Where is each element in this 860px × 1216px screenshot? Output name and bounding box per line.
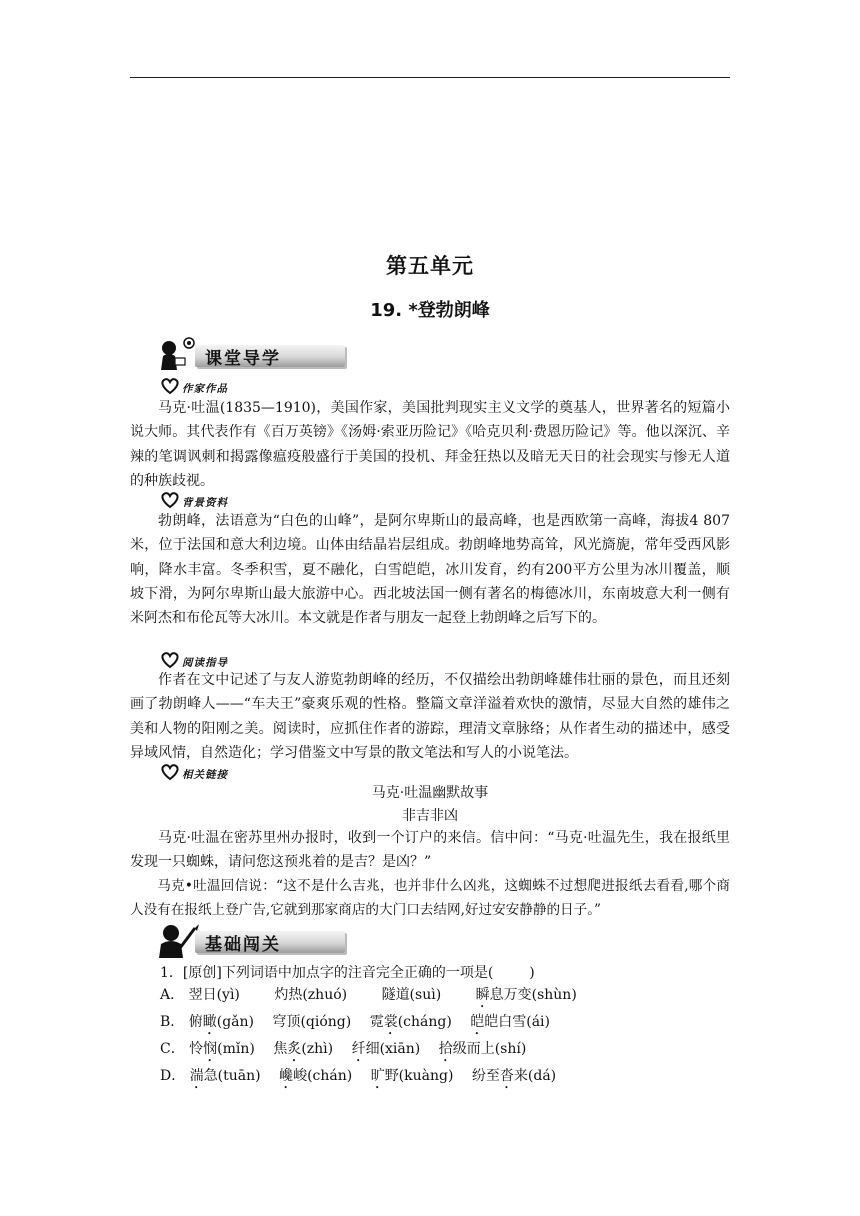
option-d	[160, 1066, 570, 1092]
dotted-char: 旷	[370, 1068, 385, 1084]
section-banner-label: 基础闯关	[205, 935, 281, 955]
word-part: 道(suì)	[395, 987, 442, 1003]
option-item	[382, 985, 442, 1011]
subhead-link	[160, 762, 228, 782]
word-part: 急(tuān)	[203, 1068, 261, 1084]
word-part: 怜	[189, 1041, 204, 1057]
section-banner-label: 课堂导学	[205, 349, 281, 369]
dotted-char: 湍	[189, 1068, 204, 1084]
option-item	[472, 1066, 556, 1092]
dotted-char: 拾	[438, 1041, 453, 1057]
word-part: 俯	[188, 1014, 203, 1030]
word-part: 纷至	[471, 1068, 500, 1084]
word-part: (gǎn)	[216, 1014, 254, 1030]
subhead-background	[160, 490, 228, 510]
reading-paragraph: 作者在文中记述了与友人游览勃朗峰的经历，不仅描绘出勃朗峰雄伟壮丽的景色，而且还刻画了勃朗峰人——“车夫王”豪爽乐观的性格。整篇文章洋溢着欢快的激情，尽显大自然的雄伟之美和人物的阳刚之美。阅读时，应抓住作者的游踪，理清文章脉络；从作者生动的描述中，感受异域风情，自然造化；学习借鉴文中写景的散文笔法和写人的小说笔法。	[130, 672, 730, 761]
top-rule	[130, 77, 730, 78]
word-part: 霓	[369, 1014, 384, 1030]
option-item	[189, 985, 240, 1011]
option-letter: B．	[160, 1014, 185, 1030]
word-part: 峻(chán)	[293, 1068, 353, 1084]
option-c	[160, 1039, 540, 1065]
heart-swirl-icon	[160, 377, 180, 395]
question-stem-close: )	[529, 965, 535, 981]
author-paragraph: 马克·吐温(1835—1910)，美国作家，美国批判现实主义文学的奠基人，世界著名的短篇小说大师。其代表作有《百万英镑》《汤姆·索亚历险记》《哈克贝利·费恩历险记》等。他以深沉、辛辣的笔调讽刺和揭露像瘟疫般盛行于美国的投机、拜金狂热以及暗无天日的社会现实与惨无人道的种族歧视。	[130, 400, 730, 489]
word-part: 级而上(shí)	[452, 1041, 527, 1057]
option-item	[273, 1039, 333, 1065]
lesson-title: 19. *登勃朗峰	[370, 300, 490, 321]
option-item	[470, 1012, 550, 1038]
background-paragraph: 勃朗峰，法语意为“白色的山峰”，是阿尔卑斯山的最高峰，也是西欧第一高峰，海拔4 807米，位于法国和意大利边境。山体由结晶岩层组成。勃朗峰地势高耸，风光旖旎，常年受西风影响，降水丰富。冬季积雪，夏不融化，白雪皑皑，冰川发育，约有200平方公里为冰川覆盖，顺坡下滑，为阿尔卑斯山最大旅游中心。西北坡法国一侧有著名的梅德冰川，东南坡意大利一侧有米阿杰和布伦瓦等大冰川。本文就是作者与朋友一起登上勃朗峰之后写下的。	[130, 513, 730, 627]
heart-swirl-icon	[160, 651, 180, 669]
subhead-author-label: 作家作品	[182, 382, 228, 395]
reading-girl-icon	[155, 336, 203, 372]
word-part: 热(zhuó)	[288, 987, 348, 1003]
heart-swirl-icon	[160, 491, 180, 509]
word-part: (zhì)	[301, 1041, 334, 1057]
word-part: 穹	[272, 1014, 287, 1030]
word-part: 焦	[273, 1041, 288, 1057]
option-item	[189, 1039, 255, 1065]
option-letter: D．	[160, 1068, 186, 1084]
word-part: 隧	[381, 987, 396, 1003]
subhead-link-label: 相关链接	[182, 768, 228, 781]
word-part: 皑白雪(ái)	[484, 1014, 550, 1030]
option-b	[160, 1012, 564, 1038]
option-letter: A．	[160, 987, 185, 1003]
option-item	[274, 985, 347, 1011]
option-item	[190, 1066, 261, 1092]
subhead-reading	[160, 650, 228, 670]
word-part: 翌	[188, 987, 203, 1003]
word-part: 来(dá)	[513, 1068, 557, 1084]
section-banner-basic	[155, 922, 335, 958]
story-paragraph-2: 马克•吐温回信说：“这不是什么吉兆，也并非什么凶兆，这蜘蛛不过想爬进报纸去看看,哪个商人没有在报纸上登广告,它就到那家商店的大门口去结网,好过安安静静的日子。”	[130, 878, 730, 919]
word-part: 灼	[274, 987, 289, 1003]
word-part: (cháng)	[397, 1014, 452, 1030]
option-item	[189, 1012, 254, 1038]
unit-title: 第五单元	[386, 254, 474, 278]
dotted-char: 纤	[351, 1041, 366, 1057]
subhead-author	[160, 376, 228, 396]
option-item	[352, 1039, 421, 1065]
option-item	[272, 1012, 351, 1038]
word-part: (mǐn)	[217, 1041, 255, 1057]
option-a	[160, 985, 591, 1011]
dotted-char: 炙	[287, 1041, 302, 1057]
dotted-char: 裳	[383, 1014, 398, 1030]
word-part: 野(kuàng)	[384, 1068, 454, 1084]
option-letter: C．	[160, 1041, 185, 1057]
dotted-char: 悯	[203, 1041, 218, 1057]
word-part: 顶(qióng)	[286, 1014, 352, 1030]
dotted-char: 沓	[499, 1068, 514, 1084]
pencil-kid-icon	[155, 922, 203, 960]
subhead-background-label: 背景资料	[182, 496, 228, 509]
word-part: 细(xiān)	[365, 1041, 421, 1057]
section-banner-guide	[155, 336, 335, 372]
option-item	[439, 1039, 527, 1065]
option-item	[370, 1012, 452, 1038]
dotted-char: 皑	[470, 1014, 485, 1030]
question-stem-text: 1．[原创]下列词语中加点字的注音完全正确的一项是(	[160, 965, 494, 981]
dotted-char: 巉	[279, 1068, 294, 1084]
word-part: 息万变(shùn)	[489, 987, 577, 1003]
story-title: 马克·吐温幽默故事	[371, 785, 489, 801]
dotted-char: 瞰	[202, 1014, 217, 1030]
story-paragraph-1: 马克·吐温在密苏里州办报时，收到一个订户的来信。信中问：“马克·吐温先生，我在报纸里发现一只蜘蛛，请问您这预兆着的是吉？是凶？”	[130, 830, 730, 871]
dotted-char: 瞬	[475, 987, 490, 1003]
question-stem	[160, 963, 535, 983]
story-subtitle: 非吉非凶	[402, 808, 458, 824]
option-item	[476, 985, 577, 1011]
word-part: 日(yì)	[202, 987, 240, 1003]
option-item	[371, 1066, 454, 1092]
heart-swirl-icon	[160, 763, 180, 781]
option-item	[279, 1066, 352, 1092]
subhead-reading-label: 阅读指导	[182, 656, 228, 669]
